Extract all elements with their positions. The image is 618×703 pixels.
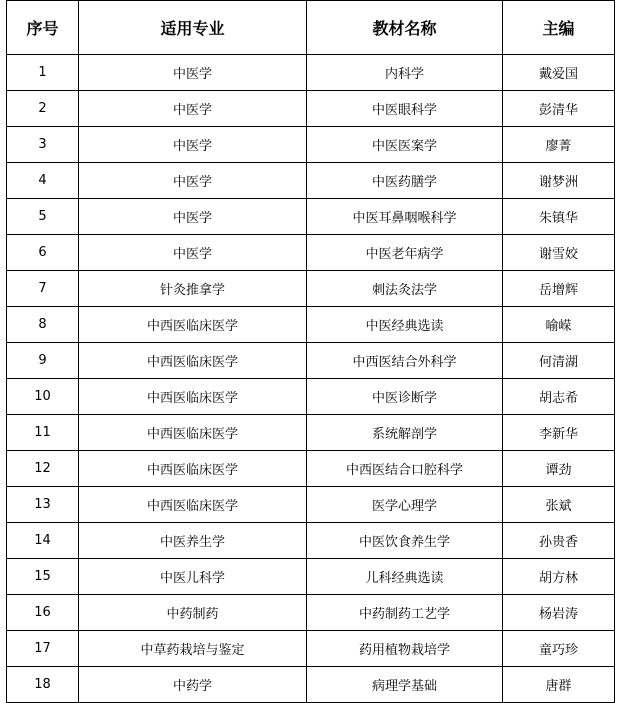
table-row [7, 631, 615, 667]
textbook-table [6, 0, 615, 703]
cell-index: 10 [7, 379, 79, 415]
table-row [7, 667, 615, 703]
textbook-table-container [6, 0, 614, 703]
cell-major: 中药学 [79, 667, 307, 703]
table-row [7, 379, 615, 415]
cell-textbook: 刺法灸法学 [307, 271, 503, 307]
table-body [7, 55, 615, 703]
cell-textbook: 中医医案学 [307, 127, 503, 163]
header-editor: 主编 [503, 1, 615, 55]
cell-editor: 李新华 [503, 415, 615, 451]
cell-textbook: 中医诊断学 [307, 379, 503, 415]
cell-major: 中西医临床医学 [79, 307, 307, 343]
cell-editor: 童巧珍 [503, 631, 615, 667]
cell-editor: 朱镇华 [503, 199, 615, 235]
cell-index: 13 [7, 487, 79, 523]
cell-index: 2 [7, 91, 79, 127]
table-row [7, 487, 615, 523]
cell-major: 中草药栽培与鉴定 [79, 631, 307, 667]
cell-editor: 谢雪姣 [503, 235, 615, 271]
cell-index: 6 [7, 235, 79, 271]
header-index: 序号 [7, 1, 79, 55]
table-row [7, 199, 615, 235]
cell-major: 中医学 [79, 127, 307, 163]
cell-textbook: 医学心理学 [307, 487, 503, 523]
cell-textbook: 中医耳鼻咽喉科学 [307, 199, 503, 235]
cell-editor: 彭清华 [503, 91, 615, 127]
table-row [7, 91, 615, 127]
cell-index: 4 [7, 163, 79, 199]
table-row [7, 55, 615, 91]
table-row [7, 307, 615, 343]
table-row [7, 415, 615, 451]
cell-major: 中西医临床医学 [79, 451, 307, 487]
cell-textbook: 药用植物栽培学 [307, 631, 503, 667]
table-row [7, 559, 615, 595]
table-row [7, 595, 615, 631]
table-row [7, 235, 615, 271]
cell-textbook: 儿科经典选读 [307, 559, 503, 595]
cell-index: 1 [7, 55, 79, 91]
cell-editor: 胡方林 [503, 559, 615, 595]
cell-editor: 何清湖 [503, 343, 615, 379]
cell-major: 针灸推拿学 [79, 271, 307, 307]
cell-major: 中医学 [79, 55, 307, 91]
cell-textbook: 中医老年病学 [307, 235, 503, 271]
cell-editor: 胡志希 [503, 379, 615, 415]
cell-major: 中西医临床医学 [79, 487, 307, 523]
table-row [7, 523, 615, 559]
cell-major: 中药制药 [79, 595, 307, 631]
cell-textbook: 中医经典选读 [307, 307, 503, 343]
cell-major: 中医养生学 [79, 523, 307, 559]
table-row [7, 451, 615, 487]
cell-editor: 谢梦洲 [503, 163, 615, 199]
header-textbook: 教材名称 [307, 1, 503, 55]
cell-editor: 喻嵘 [503, 307, 615, 343]
cell-editor: 孙贵香 [503, 523, 615, 559]
cell-index: 7 [7, 271, 79, 307]
cell-textbook: 病理学基础 [307, 667, 503, 703]
cell-index: 3 [7, 127, 79, 163]
cell-major: 中医学 [79, 235, 307, 271]
cell-textbook: 中药制药工艺学 [307, 595, 503, 631]
cell-index: 16 [7, 595, 79, 631]
cell-textbook: 系统解剖学 [307, 415, 503, 451]
cell-editor: 戴爱国 [503, 55, 615, 91]
cell-index: 14 [7, 523, 79, 559]
cell-textbook: 中西医结合外科学 [307, 343, 503, 379]
cell-editor: 张斌 [503, 487, 615, 523]
cell-major: 中医学 [79, 199, 307, 235]
cell-editor: 谭劲 [503, 451, 615, 487]
cell-editor: 岳增辉 [503, 271, 615, 307]
cell-index: 9 [7, 343, 79, 379]
table-row [7, 127, 615, 163]
cell-textbook: 中西医结合口腔科学 [307, 451, 503, 487]
cell-index: 5 [7, 199, 79, 235]
cell-textbook: 内科学 [307, 55, 503, 91]
cell-major: 中西医临床医学 [79, 343, 307, 379]
cell-textbook: 中医药膳学 [307, 163, 503, 199]
cell-index: 15 [7, 559, 79, 595]
cell-index: 18 [7, 667, 79, 703]
cell-editor: 廖菁 [503, 127, 615, 163]
cell-textbook: 中医眼科学 [307, 91, 503, 127]
table-row [7, 163, 615, 199]
cell-major: 中医学 [79, 163, 307, 199]
table-row [7, 271, 615, 307]
cell-index: 8 [7, 307, 79, 343]
cell-index: 11 [7, 415, 79, 451]
header-major: 适用专业 [79, 1, 307, 55]
cell-index: 17 [7, 631, 79, 667]
cell-major: 中西医临床医学 [79, 415, 307, 451]
cell-major: 中医学 [79, 91, 307, 127]
cell-editor: 唐群 [503, 667, 615, 703]
table-header-row [7, 1, 615, 55]
cell-major: 中西医临床医学 [79, 379, 307, 415]
cell-major: 中医儿科学 [79, 559, 307, 595]
cell-textbook: 中医饮食养生学 [307, 523, 503, 559]
table-row [7, 343, 615, 379]
cell-editor: 杨岩涛 [503, 595, 615, 631]
cell-index: 12 [7, 451, 79, 487]
